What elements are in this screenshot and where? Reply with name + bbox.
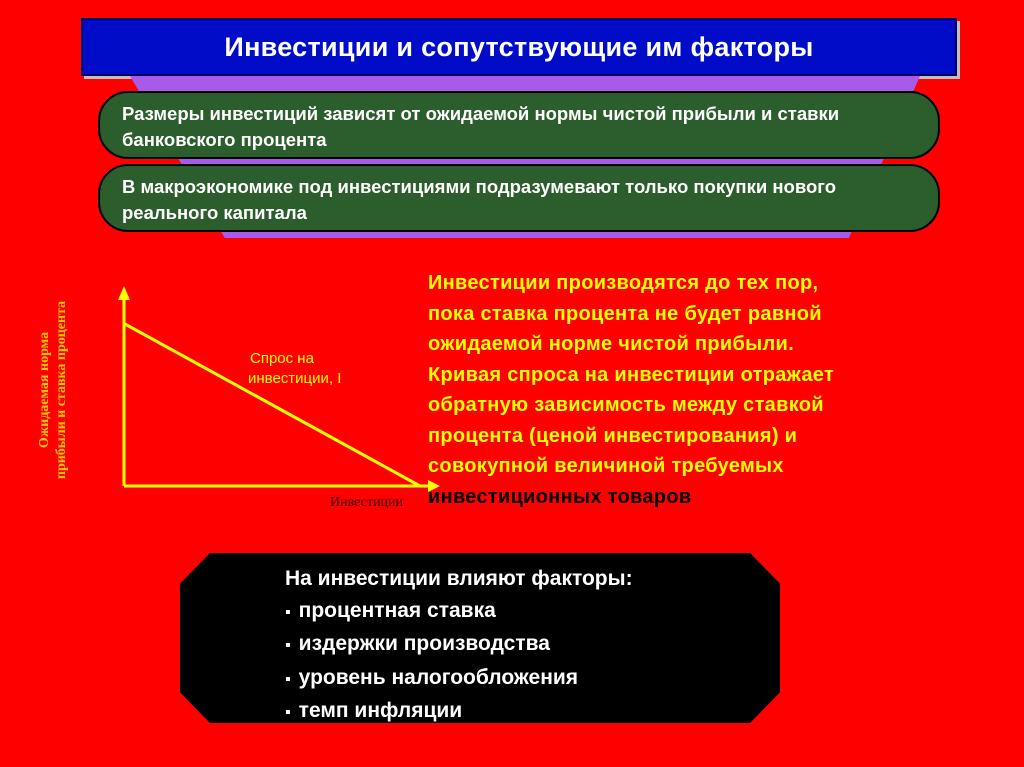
- x-axis-label: Инвестиции: [330, 495, 403, 510]
- explanation-line: обратную зависимость между ставкой: [428, 394, 824, 416]
- y-axis-label: Ожидаемая норма прибыли и ставка процента: [37, 300, 69, 480]
- explanation-line: процента (ценой инвестирования) и: [428, 424, 798, 447]
- y-axis-arrow: [118, 286, 130, 300]
- factors-heading: На инвестиции влияют факторы:: [285, 567, 633, 590]
- list-item: ▪ процентная ставка: [285, 595, 633, 629]
- explanation-line: Инвестиции производятся до тех пор,: [428, 272, 819, 294]
- page-title: Инвестиции и сопутствующие им факторы: [224, 31, 814, 62]
- explanation-line: совокупной величиной требуемых: [428, 455, 784, 477]
- list-item: ▪ темп инфляции: [285, 695, 633, 729]
- list-item: ▪ издержки производства: [285, 628, 633, 662]
- explanation-line-last: инвестиционных товаров: [428, 485, 692, 508]
- info-box-1: Размеры инвестиций зависят от ожидаемой нормы чистой прибыли и ставки банковского процента: [98, 91, 940, 159]
- investment-demand-chart: [0, 270, 450, 530]
- factors-list: [285, 595, 633, 729]
- explanation-line: пока ставка процента не будет равной: [428, 302, 822, 325]
- chart-svg: [0, 270, 450, 530]
- explanation-line: ожидаемой норме чистой прибыли.: [428, 333, 794, 355]
- demand-curve: [124, 324, 420, 487]
- explanation-line: Кривая спроса на инвестиции отражает: [428, 363, 835, 386]
- info-box-2: В макроэкономике под инвестициями подразумевают только покупки нового реального капитала: [98, 164, 940, 232]
- list-item: ▪ уровень налогообложения: [285, 662, 633, 696]
- explanation-text: [428, 268, 958, 512]
- factors-content: [285, 563, 633, 729]
- title-bar: [81, 18, 957, 76]
- series-label: Спрос на инвестиции, I: [248, 350, 342, 387]
